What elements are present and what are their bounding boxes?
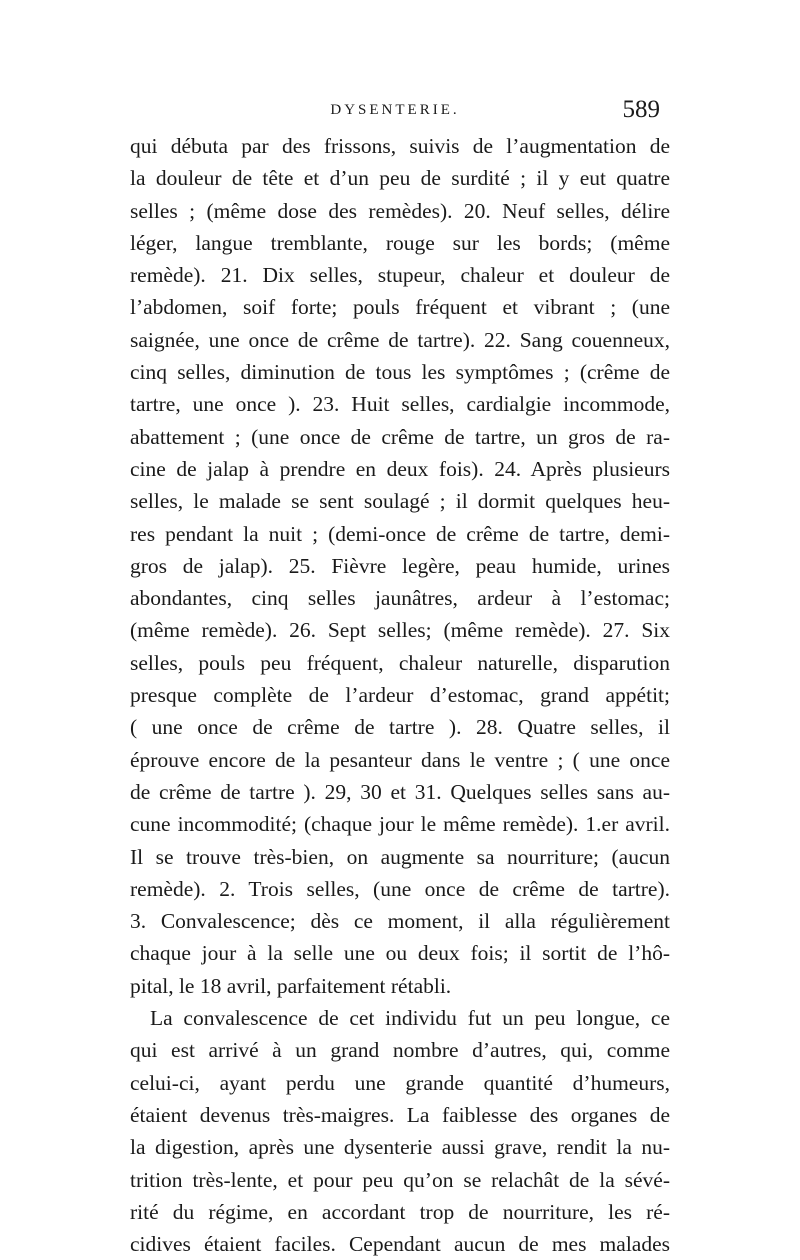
text-line: de crême de tartre ). 29, 30 et 31. Quelques selles sans au- <box>130 779 670 804</box>
text-line: selles, pouls peu fréquent, chaleur naturelle, disparution <box>130 650 670 675</box>
text-line: chaque jour à la selle une ou deux fois; il sortit de l’hô- <box>130 941 670 966</box>
text-line: trition très-lente, et pour peu qu’on se relachât de la sévé- <box>130 1167 670 1192</box>
text-line: Il se trouve très-bien, on augmente sa nourriture; (aucun <box>130 844 670 869</box>
text-line: l’abdomen, soif forte; pouls fréquent et vibrant ; (une <box>130 295 670 320</box>
text-line: léger, langue tremblante, rouge sur les bords; (même <box>130 230 670 255</box>
body-text <box>130 130 670 1260</box>
text-line: ( une once de crême de tartre ). 28. Quatre selles, il <box>130 715 670 740</box>
text-line: remède). 21. Dix selles, stupeur, chaleur et douleur de <box>130 263 670 288</box>
paragraph-convalescence <box>130 1002 670 1260</box>
text-line: celui-ci, ayant perdu une grande quantité d’humeurs, <box>130 1070 670 1095</box>
text-line: cidives étaient faciles. Cependant aucun de mes malades <box>130 1232 670 1257</box>
running-title: DYSENTERIE. <box>330 102 460 118</box>
text-line: abattement ; (une once de crême de tartre, un gros de ra- <box>130 424 670 449</box>
text-line: éprouve encore de la pesanteur dans le ventre ; ( une once <box>130 747 670 772</box>
text-line: la digestion, après une dysenterie aussi grave, rendit la nu- <box>130 1135 670 1160</box>
text-line: cinq selles, diminution de tous les symptômes ; (crême de <box>130 360 670 385</box>
text-line: saignée, une once de crême de tartre). 22. Sang couenneux, <box>130 327 670 352</box>
text-line: qui débuta par des frissons, suivis de l’augmentation de <box>130 134 670 158</box>
text-line: qui est arrivé à un grand nombre d’autres, qui, comme <box>130 1038 670 1063</box>
text-line: cine de jalap à prendre en deux fois). 24. Après plusieurs <box>130 456 670 481</box>
text-line: selles ; (même dose des remèdes). 20. Neuf selles, délire <box>130 198 670 223</box>
text-line: tartre, une once ). 23. Huit selles, cardialgie incommode, <box>130 392 670 417</box>
text-line: remède). 2. Trois selles, (une once de crême de tartre). <box>130 876 670 901</box>
text-line: res pendant la nuit ; (demi-once de crême de tartre, demi- <box>130 521 670 546</box>
text-line: (même remède). 26. Sept selles; (même remède). 27. Six <box>130 618 670 643</box>
text-line: rité du régime, en accordant trop de nourriture, les ré- <box>130 1199 670 1224</box>
text-line: cune incommodité; (chaque jour le même remède). 1.er avril. <box>130 812 670 837</box>
text-line: pital, le 18 avril, parfaitement rétabli. <box>130 973 452 998</box>
text-line: étaient devenus très-maigres. La faiblesse des organes de <box>130 1102 670 1127</box>
page-number: 589 <box>622 96 660 123</box>
text-line: presque complète de l’ardeur d’estomac, grand appétit; <box>130 683 670 708</box>
text-line: abondantes, cinq selles jaunâtres, ardeur à l’estomac; <box>130 586 670 611</box>
paragraph-case-notes <box>130 130 670 1002</box>
text-line: 3. Convalescence; dès ce moment, il alla régulièrement <box>130 909 670 934</box>
text-line: la douleur de tête et d’un peu de surdité ; il y eut quatre <box>130 166 670 191</box>
text-line: selles, le malade se sent soulagé ; il dormit quelques heu- <box>130 489 670 514</box>
text-line: La convalescence de cet individu fut un peu longue, ce <box>150 1006 670 1031</box>
text-line: gros de jalap). 25. Fièvre legère, peau humide, urines <box>130 553 670 578</box>
